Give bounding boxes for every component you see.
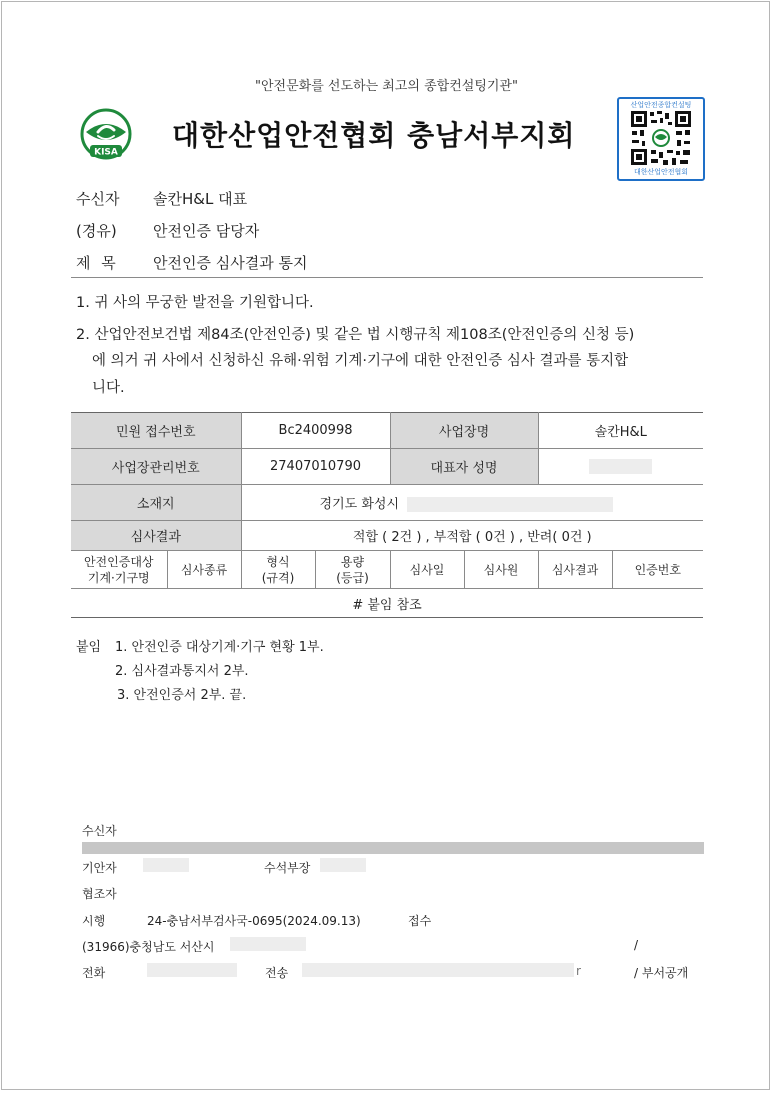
footer-recipient-label: 수신자 [82, 824, 117, 838]
inspection-result-table [71, 412, 703, 618]
qr-code-frame [617, 97, 705, 181]
recipient-value: 솔칸H&L 대표 [153, 190, 248, 208]
header-divider [71, 277, 703, 278]
organization-name: 대한산업안전협회 충남서부지회 [172, 119, 576, 152]
via-value: 안전인증 담당자 [153, 222, 260, 240]
table-row [71, 413, 703, 449]
table-row [71, 521, 703, 551]
result-value: 적합 ( 2건 ) , 부적합 ( 0건 ) , 반려( 0건 ) [241, 521, 703, 551]
ceo-name-value [538, 449, 703, 485]
col-target-line1: 안전인증대상 [83, 554, 154, 569]
redacted-phone [147, 963, 237, 977]
qr-top-label: 산업안전종합컨설팅 [630, 101, 692, 109]
attachment-item-3: 3. 안전인증서 2부. 끝. [117, 688, 247, 703]
attachments-label: 붙임 [76, 640, 102, 655]
table-row [71, 449, 703, 485]
body-item-2-line-1: 2. 산업안전보건법 제84조(안전인증) 및 같은 법 시행규칙 제108조(안전인증의 신청 등) [76, 327, 635, 343]
chief-label: 수석부장 [264, 861, 311, 875]
enforce-number: 24-충남서부검사국-0695(2024.09.13) [147, 914, 361, 928]
subject-label: 제 목 [76, 254, 116, 272]
table-row [71, 589, 703, 618]
receive-label: 접수 [408, 914, 432, 928]
enforce-label: 시행 [82, 914, 106, 928]
location-text: 경기도 화성시 [319, 497, 399, 512]
col-format-line2: (규격) [261, 570, 295, 585]
col-format-line1: 형식 [266, 554, 290, 569]
attachment-item-1: 1. 안전인증 대상기계·기구 현황 1부. [115, 640, 324, 655]
logo-text: KISA [94, 147, 118, 158]
redacted-ceo-name [589, 459, 652, 474]
fax-label: 전송 [265, 966, 289, 980]
phone-label: 전화 [82, 966, 106, 980]
sender-address: (31966)충청남도 서산시 [82, 940, 215, 954]
col-capacity-line1: 용량 [340, 554, 365, 569]
redacted-fax-email [302, 963, 574, 977]
slogan: "안전문화를 선도하는 최고의 종합컨설팅기관" [255, 79, 518, 94]
management-number-value: 27407010790 [241, 449, 390, 485]
table-row [71, 485, 703, 521]
redacted-drafter-name [143, 858, 189, 872]
location-label: 소재지 [71, 485, 241, 521]
business-name-value: 솔칸H&L [538, 413, 703, 449]
col-target-header [71, 551, 167, 589]
via-label: (경유) [76, 222, 117, 240]
qr-code-icon[interactable] [630, 110, 692, 170]
col-capacity-header [315, 551, 390, 589]
cooperator-label: 협조자 [82, 887, 117, 901]
subject-value: 안전인증 심사결과 통지 [153, 254, 308, 272]
footer-gray-bar [82, 842, 704, 854]
col-format-header [241, 551, 315, 589]
attachment-item-2: 2. 심사결과통지서 2부. [115, 664, 249, 679]
location-value [241, 485, 703, 521]
qr-bottom-label: 대한산업안전협회 [633, 168, 689, 176]
result-label: 심사결과 [71, 521, 241, 551]
address-slash: / [634, 938, 639, 952]
attachment-note: # 붙임 참조 [71, 589, 703, 618]
col-capacity-line2: (등급) [336, 570, 369, 585]
col-cert-number-header: 인증번호 [612, 551, 703, 589]
ceo-name-label: 대표자 성명 [390, 449, 538, 485]
document-page [1, 1, 770, 1090]
management-number-label: 사업장관리번호 [71, 449, 241, 485]
kisa-logo-icon [76, 108, 136, 160]
business-name-label: 사업장명 [390, 413, 538, 449]
col-type-header: 심사종류 [167, 551, 241, 589]
col-result-header: 심사결과 [538, 551, 612, 589]
recipient-label: 수신자 [76, 190, 120, 208]
redacted-chief-name [320, 858, 366, 872]
body-item-2-line-3: 니다. [92, 380, 125, 396]
drafter-label: 기안자 [82, 861, 117, 875]
fax-tail: r [576, 964, 581, 978]
redacted-address-detail [230, 937, 306, 951]
redacted-address [407, 497, 613, 512]
disclosure-status: / 부서공개 [634, 966, 689, 980]
body-item-2-line-2: 에 의거 귀 사에서 신청하신 유해·위험 기계·기구에 대한 안전인증 심사 결과를 통지합 [92, 353, 629, 369]
body-item-1: 1. 귀 사의 무궁한 발전을 기원합니다. [76, 295, 314, 311]
col-target-line2: 기계·기구명 [87, 570, 150, 585]
receipt-number-label: 민원 접수번호 [71, 413, 241, 449]
col-inspector-header: 심사원 [464, 551, 538, 589]
table-header-row [71, 551, 703, 589]
col-date-header: 심사일 [390, 551, 464, 589]
receipt-number-value: Bc2400998 [241, 413, 390, 449]
